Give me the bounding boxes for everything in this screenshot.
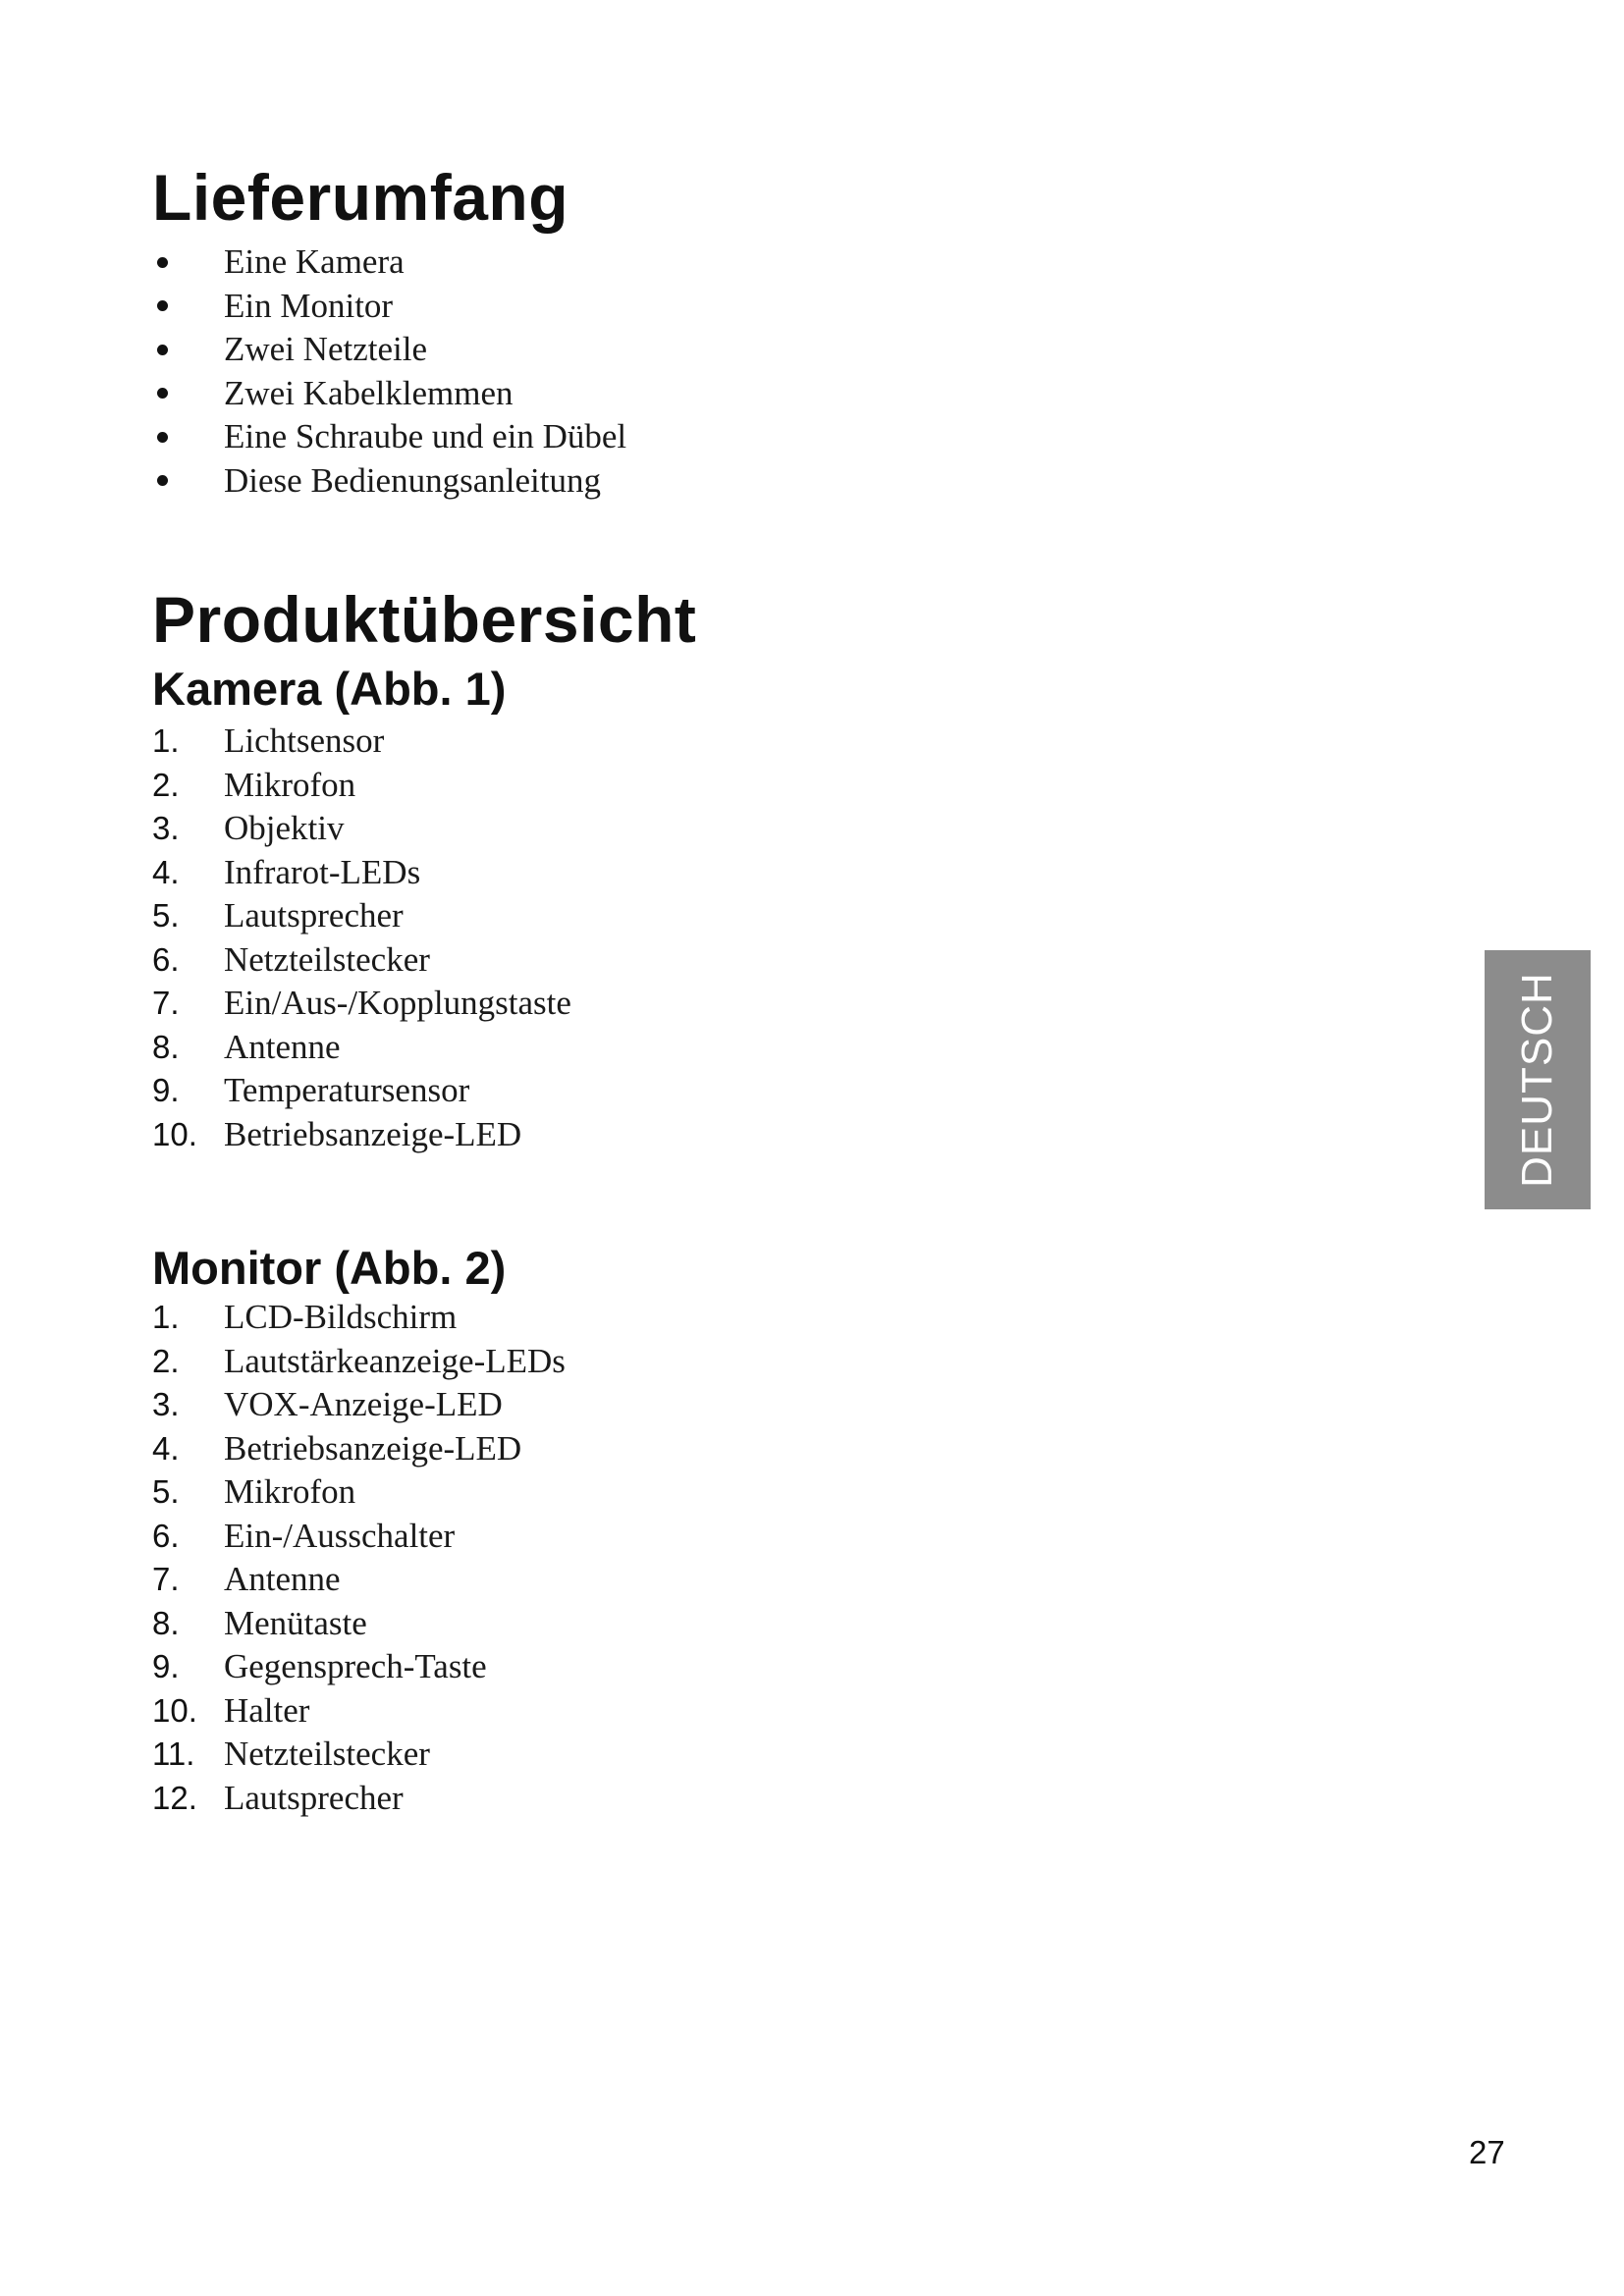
- item-number: 2.: [152, 1342, 180, 1379]
- list-item-text: Ein Monitor: [224, 286, 394, 325]
- list-item-text: Betriebsanzeige-LED: [224, 1428, 522, 1468]
- item-number: 5.: [152, 1473, 180, 1511]
- bullet-icon: [157, 388, 168, 399]
- item-number: 3.: [152, 1386, 180, 1423]
- list-item-text: Lautsprecher: [224, 896, 404, 935]
- item-number: 7.: [152, 1561, 180, 1598]
- list-item-text: Lautstärkeanzeige-LEDs: [224, 1341, 566, 1380]
- list-item-text: Netzteilstecker: [224, 939, 430, 979]
- item-number: 10.: [152, 1115, 197, 1152]
- list-item-text: Lichtsensor: [224, 721, 385, 761]
- item-number: 4.: [152, 853, 180, 890]
- item-number: 4.: [152, 1429, 180, 1467]
- list-item-text: Eine Kamera: [224, 242, 405, 282]
- item-number: 6.: [152, 940, 180, 978]
- list-item-text: Lautsprecher: [224, 1778, 404, 1817]
- item-number: 8.: [152, 1028, 180, 1065]
- heading-monitor: Monitor (Abb. 2): [152, 1242, 507, 1294]
- bullet-icon: [157, 432, 168, 443]
- list-item-text: VOX-Anzeige-LED: [224, 1385, 503, 1424]
- list-item-text: Objektiv: [224, 809, 345, 848]
- item-number: 10.: [152, 1691, 197, 1729]
- list-item-text: Betriebsanzeige-LED: [224, 1114, 522, 1153]
- bullet-icon: [157, 345, 168, 355]
- list-item-text: Zwei Netzteile: [224, 330, 427, 369]
- list-item-text: Mikrofon: [224, 765, 356, 804]
- language-tab-label: DEUTSCH: [1513, 972, 1561, 1188]
- list-item-text: Menütaste: [224, 1603, 367, 1642]
- heading-kamera: Kamera (Abb. 1): [152, 663, 507, 715]
- item-number: 9.: [152, 1648, 180, 1685]
- list-item-text: Mikrofon: [224, 1472, 356, 1512]
- page-number: 27: [1469, 2134, 1505, 2170]
- list-item-text: Antenne: [224, 1560, 341, 1599]
- list-item-text: LCD-Bildschirm: [224, 1298, 458, 1337]
- item-number: 5.: [152, 897, 180, 934]
- list-item-text: Diese Bedienungsanleitung: [224, 460, 601, 500]
- item-number: 3.: [152, 810, 180, 847]
- item-number: 12.: [152, 1779, 197, 1816]
- list-item-text: Netzteilstecker: [224, 1735, 430, 1774]
- list-item-text: Ein/Aus-/Kopplungstaste: [224, 984, 571, 1023]
- list-item-text: Infrarot-LEDs: [224, 852, 421, 891]
- item-number: 9.: [152, 1072, 180, 1109]
- bullet-icon: [157, 257, 168, 268]
- bullet-icon: [157, 475, 168, 486]
- item-number: 7.: [152, 985, 180, 1022]
- list-item-text: Eine Schraube und ein Dübel: [224, 417, 627, 456]
- list-item-text: Zwei Kabelklemmen: [224, 373, 514, 412]
- item-number: 6.: [152, 1517, 180, 1554]
- list-item-text: Halter: [224, 1690, 310, 1730]
- item-number: 11.: [152, 1735, 195, 1773]
- list-item-text: Temperatursensor: [224, 1071, 470, 1110]
- language-tab: [1485, 950, 1591, 1209]
- item-number: 1.: [152, 722, 180, 760]
- item-number: 8.: [152, 1604, 180, 1641]
- list-item-text: Antenne: [224, 1027, 341, 1066]
- heading-lieferumfang: Lieferumfang: [152, 161, 569, 234]
- bullet-icon: [157, 300, 168, 311]
- item-number: 1.: [152, 1299, 180, 1336]
- list-item-text: Ein-/Ausschalter: [224, 1516, 456, 1555]
- item-number: 2.: [152, 766, 180, 803]
- list-item-text: Gegensprech-Taste: [224, 1647, 487, 1686]
- heading-produktuebersicht: Produktübersicht: [152, 583, 697, 656]
